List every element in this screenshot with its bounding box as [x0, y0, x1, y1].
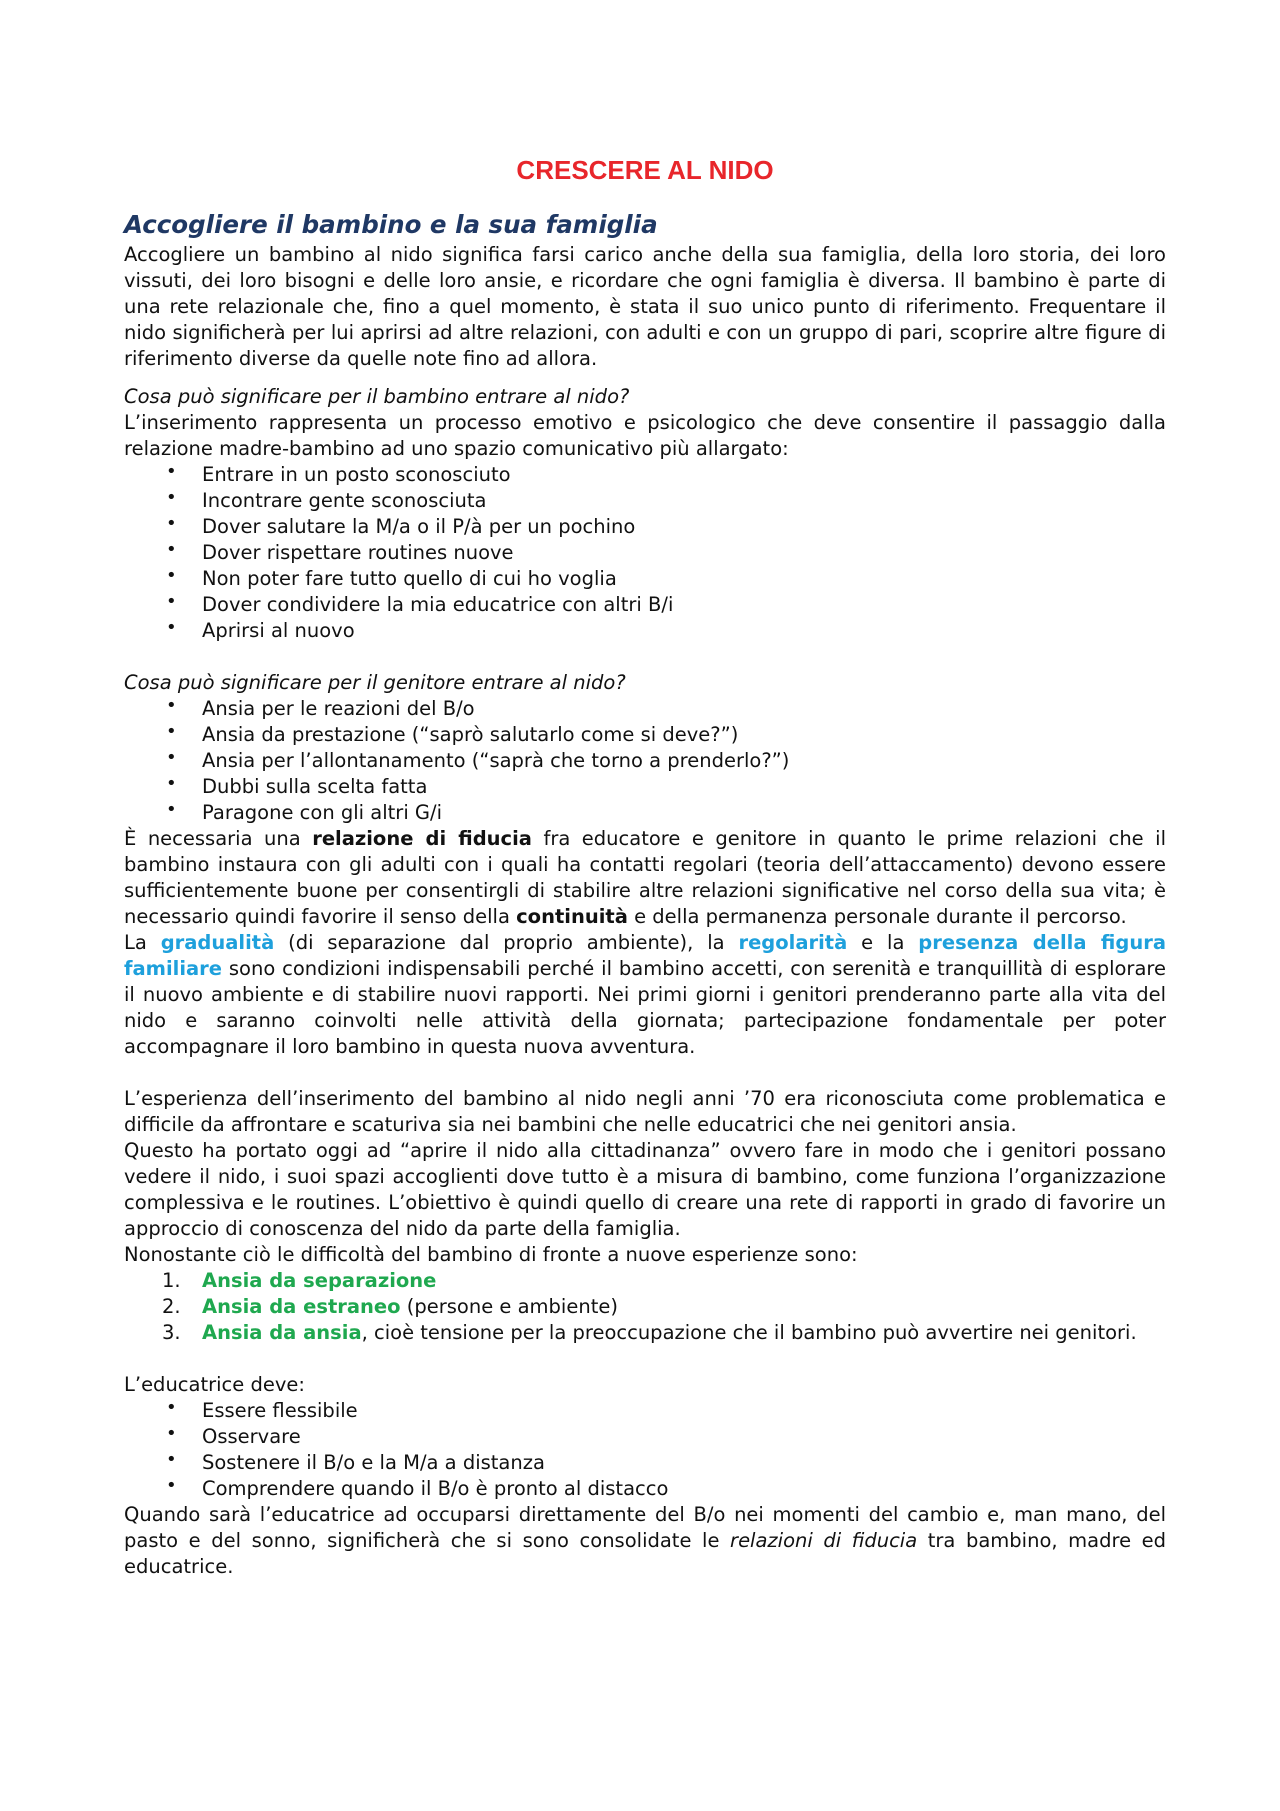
difficulty-label: Ansia da ansia [202, 1321, 362, 1344]
list-item: • Paragone con gli altri G/i [202, 800, 1166, 826]
difficulty-label: Ansia da separazione [202, 1269, 437, 1292]
list-item: • Incontrare gente sconosciuta [202, 488, 1166, 514]
spacer [124, 1346, 1166, 1372]
gradual-text-a: La [124, 931, 161, 954]
gradualita-keyword: gradualità [160, 931, 275, 954]
gradual-text-g: sono condizioni indispensabili perché il bambino accetti, con serenità e tranquillità di esplorare il nuovo ambiente e di stabilire nuovi rapporti. Nei primi giorni i genitori prenderanno parte alla vita del nido e saranno coinvolti nelle attività della giornata; partecipazione fondamentale per poter accompagnare il loro bambino in questa nuova avventura. [124, 957, 1166, 1058]
gradual-text-c: (di separazione dal proprio ambiente), la [274, 931, 739, 954]
list-item: • Dubbi sulla scelta fatta [202, 774, 1166, 800]
final-keyword: relazioni di fiducia [730, 1529, 918, 1552]
child-list [124, 462, 1166, 644]
trust-keyword: relazione di fiducia [312, 827, 532, 850]
difficulty-rest: (persone e ambiente) [400, 1295, 618, 1318]
list-item: • Ansia per le reazioni del B/o [202, 696, 1166, 722]
list-item: • Dover condividere la mia educatrice con altri B/i [202, 592, 1166, 618]
document-page [124, 0, 1166, 1580]
figura-familiare-keyword: presenza della figura familiare [124, 931, 1167, 980]
regolarita-keyword: regolarità [738, 931, 848, 954]
section-heading: Accogliere il bambino e la sua famiglia [124, 210, 658, 239]
list-item: • Non poter fare tutto quello di cui ho voglia [202, 566, 1166, 592]
list-item: • Comprendere quando il B/o è pronto al distacco [202, 1476, 1166, 1502]
experience-paragraph: L’esperienza dell’inserimento del bambino al nido negli anni ’70 era riconosciuta come problematica e difficile da affrontare e scaturiva sia nei bambini che nelle educatrici che nei genitori ansia. [124, 1087, 1166, 1136]
educator-list [124, 1398, 1166, 1502]
gradual-paragraph [124, 930, 1166, 1060]
trust-text-e: e della permanenza personale durante il percorso. [627, 905, 1127, 928]
list-item: • Essere flessibile [202, 1398, 1166, 1424]
list-item [162, 1294, 1166, 1320]
educator-intro: L’educatrice deve: [124, 1373, 305, 1396]
list-item: • Entrare in un posto sconosciuto [202, 462, 1166, 488]
item-number: 1. [162, 1269, 181, 1292]
intro-paragraph: Accogliere un bambino al nido significa farsi carico anche della sua famiglia, della loro storia, dei loro vissuti, dei loro bisogni e delle loro ansie, e ricordare che ogni famiglia è diversa. Il bambino è parte di una rete relazionale che, fino a quel momento, è stata il suo unico punto di riferimento. Frequentare il nido significherà per lui aprirsi ad altre relazioni, con adulti e con un gruppo di pari, scoprire altre figure di riferimento diverse da quelle note fino ad allora. [124, 243, 1166, 370]
final-text-c: tra bambino, madre ed educatrice. [124, 1529, 1167, 1578]
list-item: • Ansia per l’allontanamento (“saprà che torno a prenderlo?”) [202, 748, 1166, 774]
trust-paragraph [124, 826, 1166, 930]
spacer [124, 644, 1166, 670]
final-text-a: Quando sarà l’educatrice ad occuparsi direttamente del B/o nei momenti del cambio e, man mano, del pasto e del sonno, significherà che si sono consolidate le [124, 1503, 1166, 1552]
item-number: 2. [162, 1295, 181, 1318]
continuity-keyword: continuità [516, 905, 628, 928]
gradual-text-e: e la [847, 931, 919, 954]
difficulty-intro: Nonostante ciò le difficoltà del bambino di fronte a nuove esperienze sono: [124, 1243, 858, 1266]
list-item: • Aprirsi al nuovo [202, 618, 1166, 644]
final-paragraph [124, 1502, 1166, 1580]
trust-text-a: È necessaria una [124, 827, 313, 850]
list-item [162, 1268, 1166, 1294]
difficulty-rest: , cioè tensione per la preoccupazione che il bambino può avvertire nei genitori. [361, 1321, 1137, 1344]
open-nest-paragraph: Questo ha portato oggi ad “aprire il nido alla cittadinanza” ovvero fare in modo che i genitori possano vedere il nido, i suoi spazi accoglienti dove tutto è a misura di bambino, come funziona l’organizzazione complessiva e le routines. L’obiettivo è quindi quello di creare una rete di rapporti in grado di favorire un approccio di conoscenza del nido da parte della famiglia. [124, 1139, 1166, 1240]
question-parent: Cosa può significare per il genitore entrare al nido? [124, 671, 626, 694]
spacer [124, 1060, 1166, 1086]
list-item: • Sostenere il B/o e la M/a a distanza [202, 1450, 1166, 1476]
difficulty-list [124, 1268, 1166, 1346]
difficulty-label: Ansia da estraneo [202, 1295, 401, 1318]
parent-list [124, 696, 1166, 826]
list-item: • Osservare [202, 1424, 1166, 1450]
page-title: CRESCERE AL NIDO [516, 155, 774, 185]
list-item: • Dover rispettare routines nuove [202, 540, 1166, 566]
trust-text-c: fra educatore e genitore in quanto le prime relazioni che il bambino instaura con gli adulti con i quali ha contatti regolari (teoria dell’attaccamento) devono essere sufficientemente buone per consentirgli di stabilire altre relazioni significative nel corso della sua vita; è necessario quindi favorire il senso della [124, 827, 1167, 928]
question-child: Cosa può significare per il bambino entrare al nido? [124, 385, 630, 408]
list-item: • Dover salutare la M/a o il P/à per un pochino [202, 514, 1166, 540]
question-child-text: L’inserimento rappresenta un processo emotivo e psicologico che deve consentire il passaggio dalla relazione madre-bambino ad uno spazio comunicativo più allargato: [124, 411, 1166, 460]
item-number: 3. [162, 1321, 181, 1344]
list-item [162, 1320, 1166, 1346]
list-item: • Ansia da prestazione (“saprò salutarlo come si deve?”) [202, 722, 1166, 748]
